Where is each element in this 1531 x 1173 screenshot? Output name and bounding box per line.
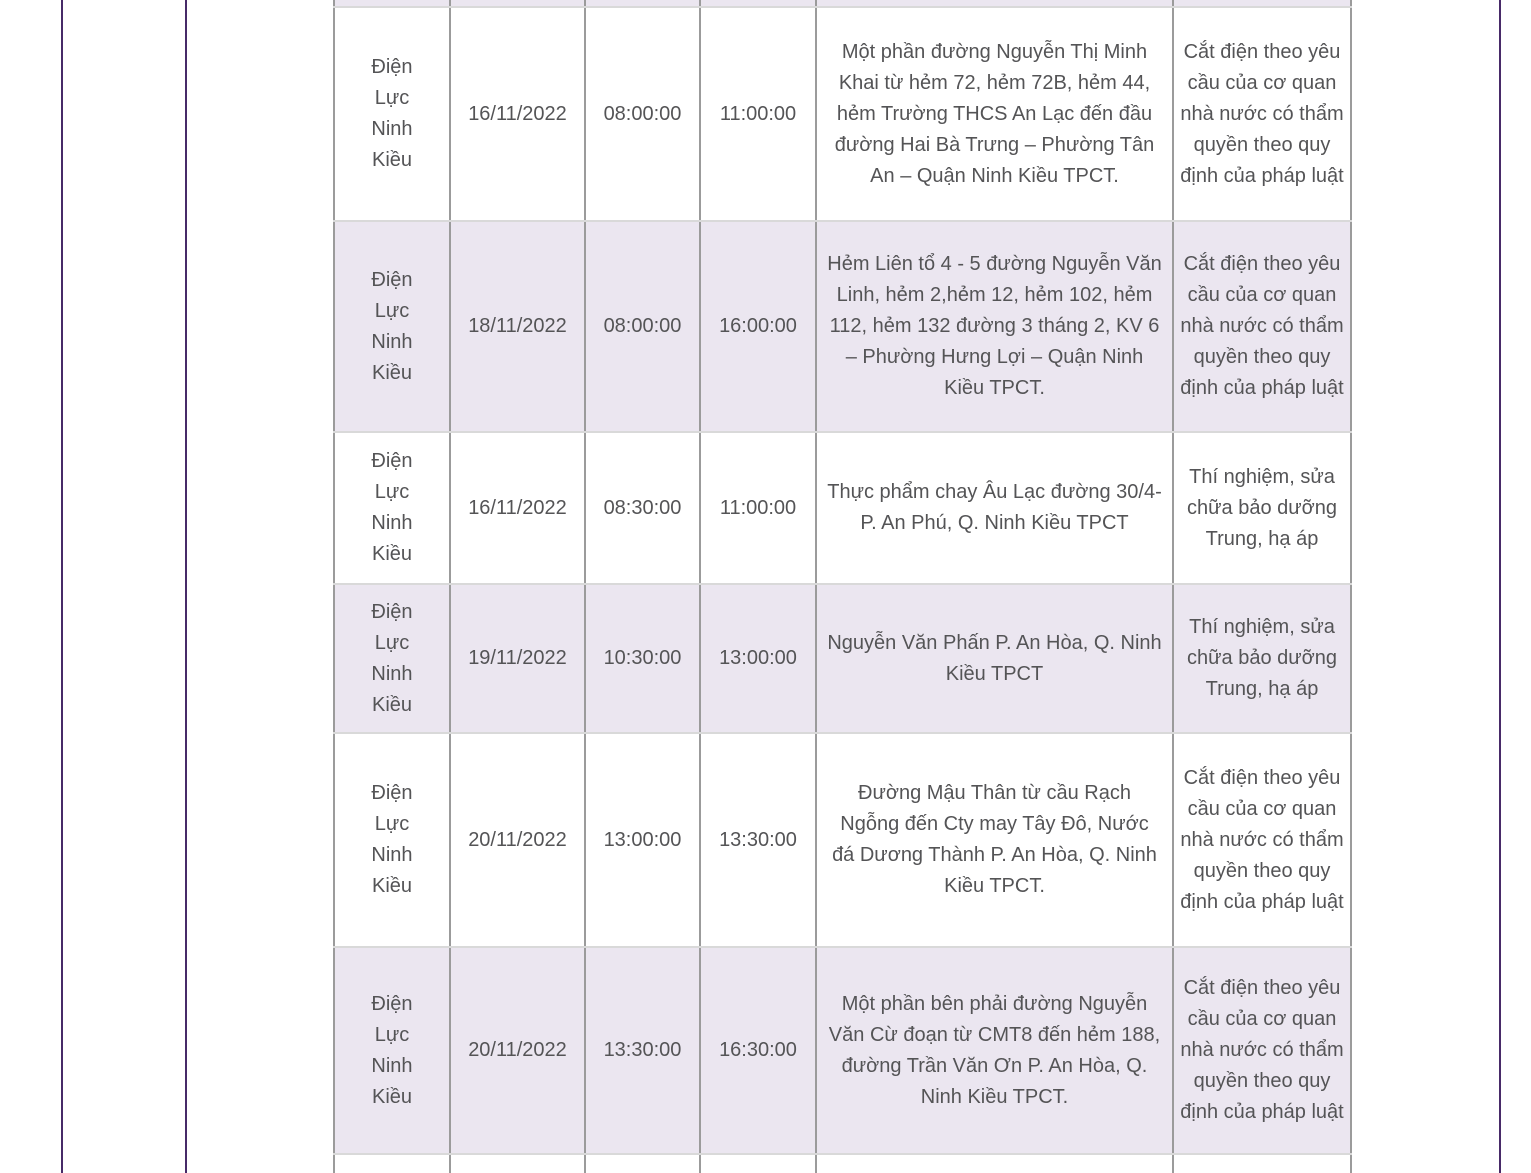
cell-date: 16/11/2022 — [450, 7, 585, 221]
cell-end-time: 16:30:00 — [700, 947, 816, 1154]
cell-area: Một phần đường Nguyễn Thị Minh Khai từ hẻm 72, hẻm 72B, hẻm 44, hẻm Trường THCS An Lạc đến đầu đường Hai Bà Trưng – Phường Tân An – Quận Ninh Kiều TPCT. — [816, 7, 1173, 221]
cell-date: 20/11/2022 — [450, 947, 585, 1154]
cell-end-time: 16:00:00 — [700, 221, 816, 432]
cell-empty — [585, 0, 700, 7]
cell-empty — [334, 1154, 450, 1173]
cell-start-time: 08:30:00 — [585, 432, 700, 584]
cell-start-time: 13:00:00 — [585, 733, 700, 947]
cell-reason: Cắt điện theo yêu cầu của cơ quan nhà nước có thẩm quyền theo quy định của pháp luật — [1173, 221, 1351, 432]
table-row-partial-bottom — [334, 1154, 1351, 1173]
cell-reason: Cắt điện theo yêu cầu của cơ quan nhà nước có thẩm quyền theo quy định của pháp luật — [1173, 733, 1351, 947]
cell-end-time: 13:00:00 — [700, 584, 816, 733]
cell-reason: Cắt điện theo yêu cầu của cơ quan nhà nước có thẩm quyền theo quy định của pháp luật — [1173, 7, 1351, 221]
power-outage-schedule-table — [333, 0, 1352, 1173]
cell-empty — [1173, 1154, 1351, 1173]
table-row — [334, 584, 1351, 733]
cell-empty — [1173, 0, 1351, 7]
cell-area: Đường Mậu Thân từ cầu Rạch Ngỗng đến Cty may Tây Đô, Nước đá Dương Thành P. An Hòa, Q. Ninh Kiều TPCT. — [816, 733, 1173, 947]
cell-empty — [334, 0, 450, 7]
cell-empty — [450, 1154, 585, 1173]
cell-date: 19/11/2022 — [450, 584, 585, 733]
cell-empty — [816, 0, 1173, 7]
cell-end-time: 11:00:00 — [700, 7, 816, 221]
cell-date: 18/11/2022 — [450, 221, 585, 432]
cell-unit: Điện Lực Ninh Kiều — [334, 432, 450, 584]
cell-area: Một phần bên phải đường Nguyễn Văn Cừ đoạn từ CMT8 đến hẻm 188, đường Trần Văn Ơn P. An Hòa, Q. Ninh Kiều TPCT. — [816, 947, 1173, 1154]
cell-empty — [816, 1154, 1173, 1173]
outer-column-rule-right — [1499, 0, 1501, 1173]
cell-unit: Điện Lực Ninh Kiều — [334, 584, 450, 733]
table-row-partial-top — [334, 0, 1351, 7]
outer-column-rule-left-2 — [185, 0, 187, 1173]
table-row — [334, 947, 1351, 1154]
cell-unit: Điện Lực Ninh Kiều — [334, 733, 450, 947]
cell-unit: Điện Lực Ninh Kiều — [334, 7, 450, 221]
cell-start-time: 10:30:00 — [585, 584, 700, 733]
cell-start-time: 13:30:00 — [585, 947, 700, 1154]
cell-start-time: 08:00:00 — [585, 221, 700, 432]
table-row — [334, 733, 1351, 947]
cell-unit: Điện Lực Ninh Kiều — [334, 947, 450, 1154]
cell-empty — [700, 1154, 816, 1173]
cell-area: Hẻm Liên tổ 4 - 5 đường Nguyễn Văn Linh, hẻm 2,hẻm 12, hẻm 102, hẻm 112, hẻm 132 đường 3 tháng 2, KV 6 – Phường Hưng Lợi – Quận Ninh Kiều TPCT. — [816, 221, 1173, 432]
cell-reason: Thí nghiệm, sửa chữa bảo dưỡng Trung, hạ áp — [1173, 432, 1351, 584]
cell-start-time: 08:00:00 — [585, 7, 700, 221]
cell-reason: Cắt điện theo yêu cầu của cơ quan nhà nước có thẩm quyền theo quy định của pháp luật — [1173, 947, 1351, 1154]
cell-empty — [450, 0, 585, 7]
cell-unit: Điện Lực Ninh Kiều — [334, 221, 450, 432]
table-row — [334, 432, 1351, 584]
table-row — [334, 7, 1351, 221]
cell-date: 16/11/2022 — [450, 432, 585, 584]
cell-area: Thực phẩm chay Âu Lạc đường 30/4- P. An Phú, Q. Ninh Kiều TPCT — [816, 432, 1173, 584]
cell-end-time: 11:00:00 — [700, 432, 816, 584]
table-row — [334, 221, 1351, 432]
cell-empty — [700, 0, 816, 7]
cell-date: 20/11/2022 — [450, 733, 585, 947]
cell-reason: Thí nghiệm, sửa chữa bảo dưỡng Trung, hạ áp — [1173, 584, 1351, 733]
cell-end-time: 13:30:00 — [700, 733, 816, 947]
cell-area: Nguyễn Văn Phấn P. An Hòa, Q. Ninh Kiều TPCT — [816, 584, 1173, 733]
outer-column-rule-left-1 — [61, 0, 63, 1173]
cell-empty — [585, 1154, 700, 1173]
